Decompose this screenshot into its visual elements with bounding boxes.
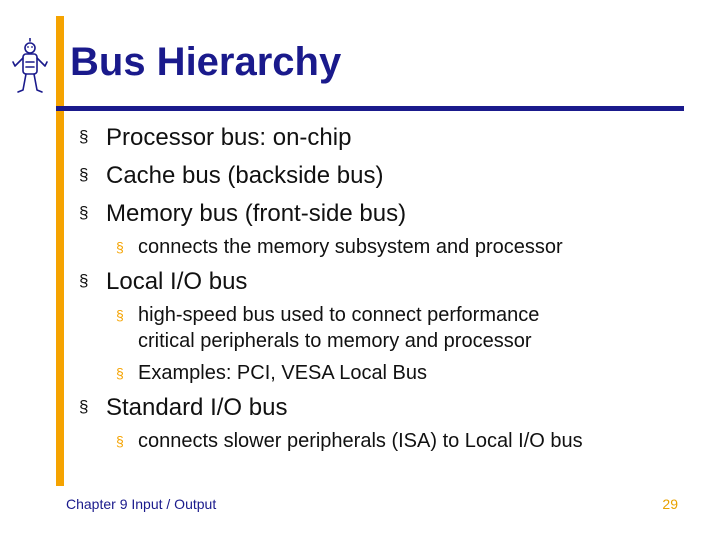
bullet-item-cache-bus [79,162,384,189]
sub-bullet-marker: § [116,365,124,381]
bullet-item-memory-bus [79,200,407,227]
sub-bullet-marker: § [116,307,124,323]
bullet-item-processor-bus [79,124,352,151]
sub-bullet-memory-bus-detail [116,234,563,260]
bullet-marker: § [79,127,89,146]
bullet-item-local-io-bus [79,268,248,295]
slide-title: Bus Hierarchy [70,40,342,84]
bullet-text: Cache bus (backside bus) [106,162,384,189]
bullet-text: Memory bus (front-side bus) [106,200,407,227]
robot-figure-icon [10,38,50,98]
bullet-marker: § [79,397,89,416]
sub-bullet-local-io-examples [116,360,428,386]
sub-bullet-text: connects the memory subsystem and processor [138,236,563,258]
sub-bullet-text-line-2: critical peripherals to memory and processor [138,330,532,352]
sub-bullet-local-io-detail [116,302,540,328]
sub-bullet-marker: § [116,433,124,449]
sub-bullet-text-line-1: high-speed bus used to connect performance [138,304,540,326]
sub-bullet-standard-io-detail [116,428,583,454]
bullet-text: Local I/O bus [106,268,248,295]
sub-bullet-marker: § [116,239,124,255]
accent-bar [56,16,64,486]
bullet-item-standard-io-bus [79,394,288,421]
bullet-marker: § [79,165,89,184]
page-number: 29 [662,496,678,512]
bullet-marker: § [79,203,89,222]
bullet-marker: § [79,271,89,290]
sub-bullet-local-io-detail-continued [138,328,532,354]
sub-bullet-text: Examples: PCI, VESA Local Bus [138,362,428,384]
sub-bullet-text: connects slower peripherals (ISA) to Local I/O bus [138,430,583,452]
title-underline [56,106,684,111]
bullet-text: Standard I/O bus [106,394,288,421]
bullet-text: Processor bus: on-chip [106,124,352,151]
footer-chapter-label: Chapter 9 Input / Output [66,496,217,512]
